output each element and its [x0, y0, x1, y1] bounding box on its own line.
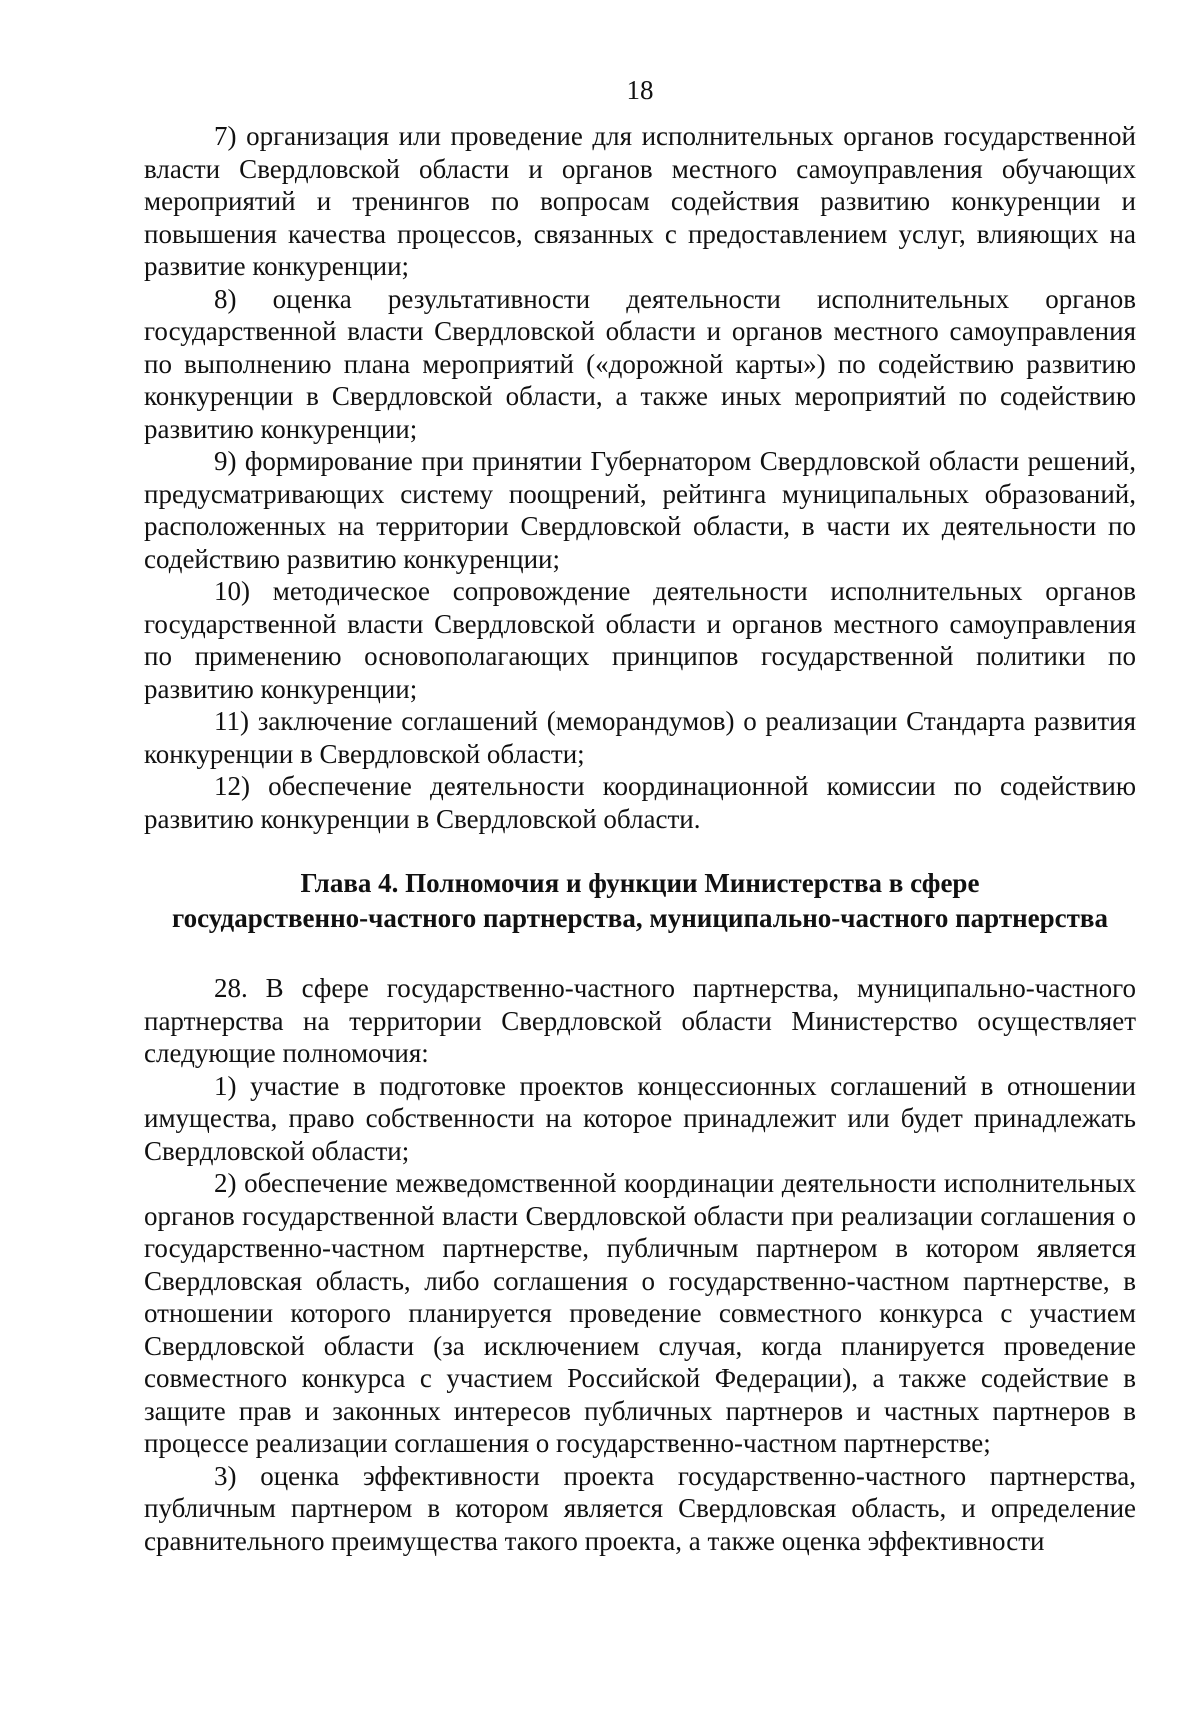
paragraph-subitem-2: 2) обеспечение межведомственной координации деятельности исполнительных органов государственной власти Свердловской области при реализации соглашения о государственно-частном партнерстве, публичным партнером в котором является Свердловская область, либо соглашения о государственно-частном партнерстве, в отношении которого планируется проведение совместного конкурса с участием Свердловской области (за исключением случая, когда планируется проведение совместного конкурса с участием Российской Федерации), а также содействие в защите прав и законных интересов публичных партнеров и частных партнеров в процессе реализации соглашения о государственно-частном партнерстве;	[144, 1168, 1136, 1458]
chapter-heading-line-1: Глава 4. Полномочия и функции Министерства в сфере	[300, 868, 980, 898]
paragraph-subitem-1: 1) участие в подготовке проектов концессионных соглашений в отношении имущества, право собственности на которое принадлежит или будет принадлежать Свердловской области;	[144, 1070, 1136, 1166]
paragraph-item-8: 8) оценка результативности деятельности исполнительных органов государственной власти Свердловской области и органов местного самоуправления по выполнению плана мероприятий («дорожной карты») по содействию развитию конкуренции в Свердловской области, а также иных мероприятий по содействию развитию конкуренции;	[144, 283, 1136, 444]
paragraph-item-7: 7) организация или проведение для исполнительных органов государственной власти Свердловской области и органов местного самоуправления обучающих мероприятий и тренингов по вопросам содействия развитию конкуренции и повышения качества процессов, связанных с предоставлением услуг, влияющих на развитие конкуренции;	[144, 121, 1136, 281]
paragraph-item-9: 9) формирование при принятии Губернатором Свердловской области решений, предусматривающих систему поощрений, рейтинга муниципальных образований, расположенных на территории Свердловской области, в части их деятельности по содействию развитию конкуренции;	[144, 446, 1136, 574]
paragraph-clause-28: 28. В сфере государственно-частного партнерства, муниципально-частного партнерства на территории Свердловской области Министерство осуществляет следующие полномочия:	[144, 973, 1136, 1068]
chapter-heading-line-2: государственно-частного партнерства, муниципально-частного партнерства	[172, 903, 1108, 933]
paragraph-subitem-3: 3) оценка эффективности проекта государственно-частного партнерства, публичным партнером в котором является Свердловская область, и определение сравнительного преимущества такого проекта, а также оценка эффективности	[144, 1460, 1136, 1556]
paragraphs-before-heading	[144, 120, 1136, 835]
page-number: 18	[626, 75, 654, 105]
paragraph-item-11: 11) заключение соглашений (меморандумов) о реализации Стандарта развития конкуренции в Свердловской области;	[144, 706, 1136, 769]
paragraphs-after-heading	[144, 972, 1136, 1557]
paragraph-item-10: 10) методическое сопровождение деятельности исполнительных органов государственной власти Свердловской области и органов местного самоуправления по применению основополагающих принципов государственной политики по развитию конкуренции;	[144, 576, 1136, 704]
chapter-heading	[144, 866, 1136, 936]
paragraph-item-12: 12) обеспечение деятельности координационной комиссии по содействию развитию конкуренции в Свердловской области.	[144, 771, 1136, 834]
